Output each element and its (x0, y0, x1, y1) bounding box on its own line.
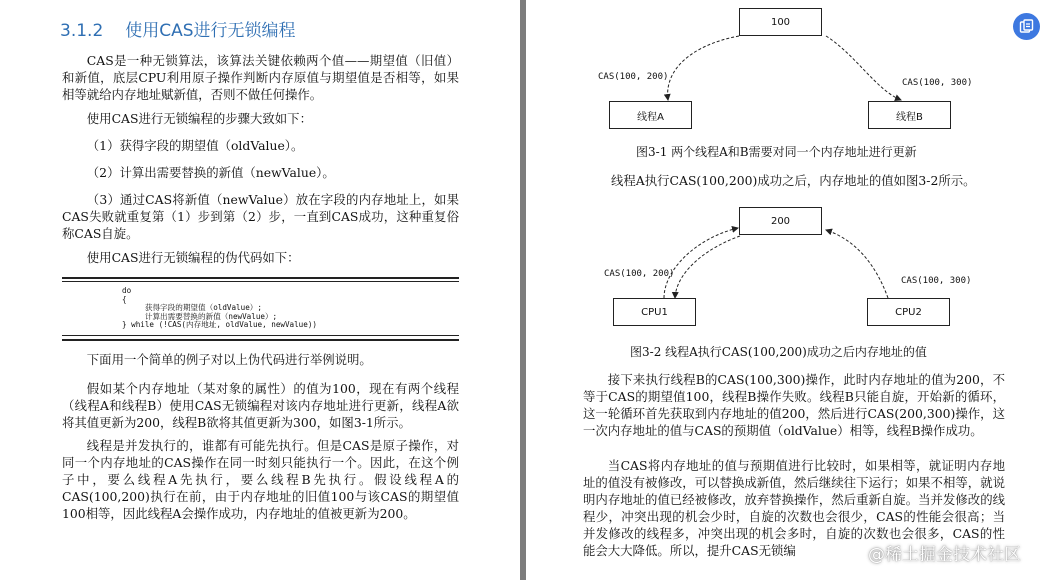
fig2-cas-right-label: CAS(100, 300) (901, 276, 972, 286)
step-3: （3）通过CAS将新值（newValue）放在字段的内存地址上，如果CAS失败就重复第（1）步到第（2）步，一直到CAS成功，这种重复俗称CAS自旋。 (62, 192, 459, 241)
page-tool-icon (1019, 19, 1034, 34)
left-page (0, 0, 520, 580)
pseudo-title: 使用CAS进行无锁编程的伪代码如下： (86, 250, 300, 265)
code-rule-bottom-thin (62, 335, 459, 336)
right-page (526, 0, 1046, 580)
fig1-thread-a-box: 线程A (609, 101, 692, 129)
code-rule-top (62, 277, 459, 279)
fig1-thread-b-box: 线程B (868, 101, 951, 129)
para-thread-b: 接下来执行线程B的CAS(100,300)操作，此时内存地址的值为200，不等于CAS的期望值100，线程B操作失败。线程B只能自旋，开始新的循环，这一轮循环首先获取到内存地址的值200，然后进行CAS(200,300)操作，这一次内存地址的值与CAS的预期值（oldValue）相等，线程B操作成功。 (583, 372, 1005, 438)
para-cas-compare: 当CAS将内存地址的值与预期值进行比较时，如果相等，就证明内存地址的值没有被修改，可以替换成新值，然后继续往下运行；如果不相等，就说明内存地址的值已经被修改，放弃替换操作，然后重新自旋。当并发修改的线程少，冲突出现的机会少时，自旋的次数也会很少，CAS的性能会很高；当并发修改的线程多，冲突出现的机会多时，自旋的次数也会很多，CAS的性能会大大降低。所以，提升CAS无锁编 (583, 458, 1005, 558)
fig2-cpu1-box: CPU1 (613, 298, 696, 326)
para-after-fig1: 线程A执行CAS(100,200)成功之后，内存地址的值如图3-2所示。 (611, 173, 976, 188)
para-intro: CAS是一种无锁算法，该算法关键依赖两个值——期望值（旧值）和新值，底层CPU利用原子操作判断内存原值与期望值是否相等，如果相等就给内存地址赋新值，否则不做任何操作。 (62, 53, 459, 102)
watermark: @稀土掘金技术社区 (868, 545, 1021, 565)
fig2-memory-box: 200 (739, 207, 822, 235)
para-concurrent: 线程是并发执行的，谁都有可能先执行。但是CAS是原子操作，对同一个内存地址的CAS操作在同一时刻只能执行一个。因此，在这个例子中，要么线程A先执行，要么线程B先执行。假设线程A的CAS(100,200)执行在前，由于内存地址的旧值100与该CAS的期望值100相等，因此线程A会操作成功，内存地址的值被更新为200。 (62, 438, 459, 521)
para-example: 假如某个内存地址（某对象的属性）的值为100，现在有两个线程（线程A和线程B）使用CAS无锁编程对该内存地址进行更新，线程A欲将其值更新为200，线程B欲将其值更新为300，如图3-1所示。 (62, 381, 459, 430)
fig2-cpu2-box: CPU2 (867, 298, 950, 326)
fig2-caption: 图3-2 线程A执行CAS(100,200)成功之后内存地址的值 (630, 345, 927, 359)
code-rule-bottom (62, 339, 459, 341)
section-heading (60, 16, 296, 41)
fig2-cas-left-label: CAS(100, 200) (604, 269, 675, 279)
fig2-arrow-cpu2 (826, 230, 888, 298)
section-number: 3.1.2 (60, 21, 104, 41)
step-2: （2）计算出需要替换的新值（newValue）。 (86, 165, 335, 180)
fig2-arrow-cpu1-up (664, 228, 738, 298)
fig2-arrow-cpu1-down (675, 236, 740, 298)
para-example-intro: 下面用一个简单的例子对以上伪代码进行举例说明。 (86, 352, 372, 367)
fig1-memory-box: 100 (739, 8, 822, 36)
code-block: do { 获得字段的期望值（oldValue）; 计算出需要替换的新值（newValue）; } while (!CAS(内存地址, oldValue, newValue)) (122, 286, 317, 330)
fig1-arrow-right (826, 36, 901, 100)
floating-toolbar-button[interactable] (1013, 13, 1040, 40)
fig1-cas-left-label: CAS(100, 200) (598, 72, 669, 82)
fig1-caption: 图3-1 两个线程A和B需要对同一个内存地址进行更新 (636, 145, 917, 159)
step-1: （1）获得字段的期望值（oldValue）。 (86, 138, 304, 153)
fig1-cas-right-label: CAS(100, 300) (902, 78, 973, 88)
fig1-arrow-left (668, 36, 739, 100)
steps-title: 使用CAS进行无锁编程的步骤大致如下： (86, 111, 312, 126)
code-rule-top-thin (62, 281, 459, 282)
section-title: 使用CAS进行无锁编程 (125, 21, 296, 41)
